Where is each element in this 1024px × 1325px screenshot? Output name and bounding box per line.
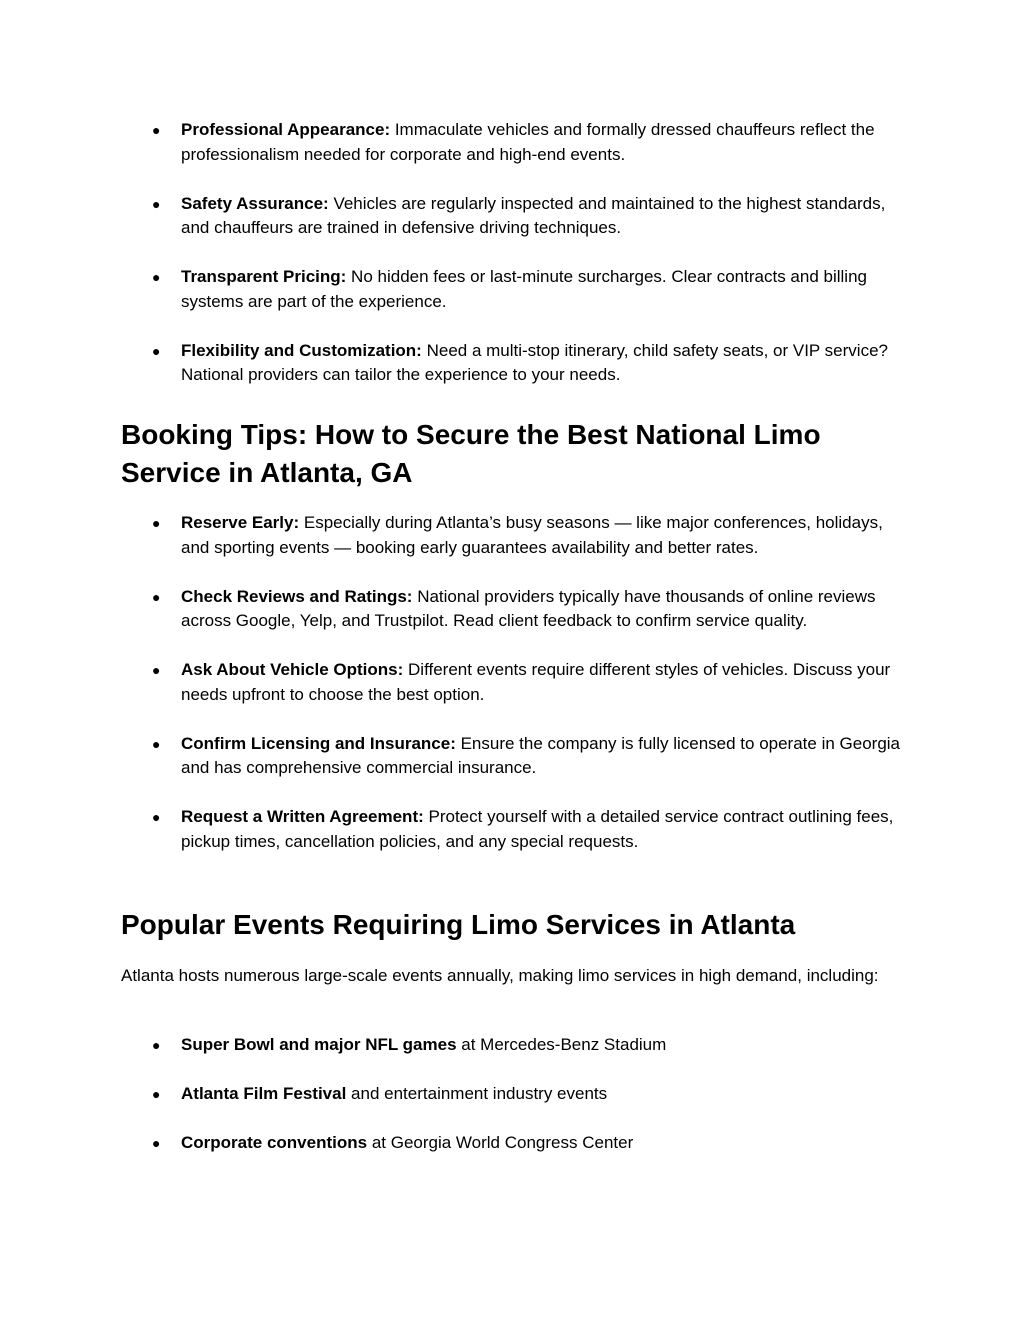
item-term: Request a Written Agreement: [181, 807, 424, 826]
item-text: Especially during Atlanta’s busy seasons — like major conferences, holidays, and sporting events — booking early guarantees availability and better rates. [181, 513, 883, 557]
item-text: Immaculate vehicles and formally dressed chauffeurs reflect the professionalism needed for corporate and high-end events. [181, 120, 875, 164]
item-term: Reserve Early: [181, 513, 300, 532]
benefits-list [0, 118, 1024, 388]
list-item [0, 339, 911, 388]
item-text: Need a multi-stop itinerary, child safety seats, or VIP service? National providers can tailor the experience to your needs. [181, 340, 888, 384]
item-text: National providers typically have thousands of online reviews across Google, Yelp, and Trustpilot. Read client feedback to confirm service quality. [181, 586, 876, 630]
list-item [0, 1082, 911, 1107]
item-text: Different events require different styles of vehicles. Discuss your needs upfront to choose the best option. [181, 660, 891, 704]
bullet-icon: ● [152, 1135, 161, 1151]
bullet-icon: ● [152, 662, 161, 678]
item-term: Super Bowl and major NFL games [181, 1035, 457, 1054]
item-text: at Georgia World Congress Center [367, 1133, 634, 1152]
item-text: No hidden fees or last-minute surcharges. Clear contracts and billing systems are part of the experience. [181, 267, 867, 311]
item-term: Confirm Licensing and Insurance: [181, 733, 456, 753]
bullet-icon: ● [152, 342, 161, 359]
bullet-icon: ● [152, 588, 161, 605]
popular-events-list [0, 1033, 1024, 1156]
bullet-icon: ● [152, 1037, 161, 1053]
item-text: Protect yourself with a detailed service contract outlining fees, pickup times, cancellation policies, and any special requests. [181, 807, 894, 851]
bullet-icon: ● [152, 1086, 161, 1102]
item-text: at Mercedes-Benz Stadium [456, 1035, 667, 1054]
item-text: Ensure the company is fully licensed to operate in Georgia and has comprehensive commercial insurance. [181, 733, 901, 777]
bullet-icon: ● [152, 809, 161, 825]
popular-events-intro: Atlanta hosts numerous large-scale events annually, making limo services in high demand, including: [121, 966, 879, 985]
bullet-icon: ● [152, 269, 161, 285]
item-term: Flexibility and Customization: [181, 340, 422, 360]
booking-tips-heading: Booking Tips: How to Secure the Best National Limo Service in Atlanta, GA [121, 419, 821, 488]
list-item [0, 658, 911, 707]
booking-tips-list [0, 511, 1024, 854]
bullet-icon: ● [152, 195, 161, 212]
bullet-icon: ● [152, 735, 161, 752]
bullet-icon: ● [152, 515, 161, 531]
list-item [0, 1131, 911, 1156]
list-item [0, 1033, 911, 1058]
item-term: Ask About Vehicle Options: [181, 660, 404, 679]
item-term: Professional Appearance: [181, 120, 391, 139]
item-text: and entertainment industry events [346, 1084, 608, 1103]
list-item [0, 585, 911, 634]
list-item [0, 805, 911, 854]
list-item [0, 511, 911, 560]
list-item [0, 732, 911, 781]
item-term: Atlanta Film Festival [181, 1084, 347, 1103]
item-term: Safety Assurance: [181, 193, 329, 213]
item-term: Transparent Pricing: [181, 267, 347, 286]
list-item [0, 265, 911, 314]
list-item [0, 192, 911, 241]
item-term: Check Reviews and Ratings: [181, 586, 413, 606]
item-term: Corporate conventions [181, 1133, 368, 1152]
popular-events-heading: Popular Events Requiring Limo Services in Atlanta [121, 909, 796, 940]
list-item [0, 118, 911, 167]
item-text: Vehicles are regularly inspected and maintained to the highest standards, and chauffeurs are trained in defensive driving techniques. [181, 193, 886, 237]
bullet-icon: ● [152, 122, 161, 138]
